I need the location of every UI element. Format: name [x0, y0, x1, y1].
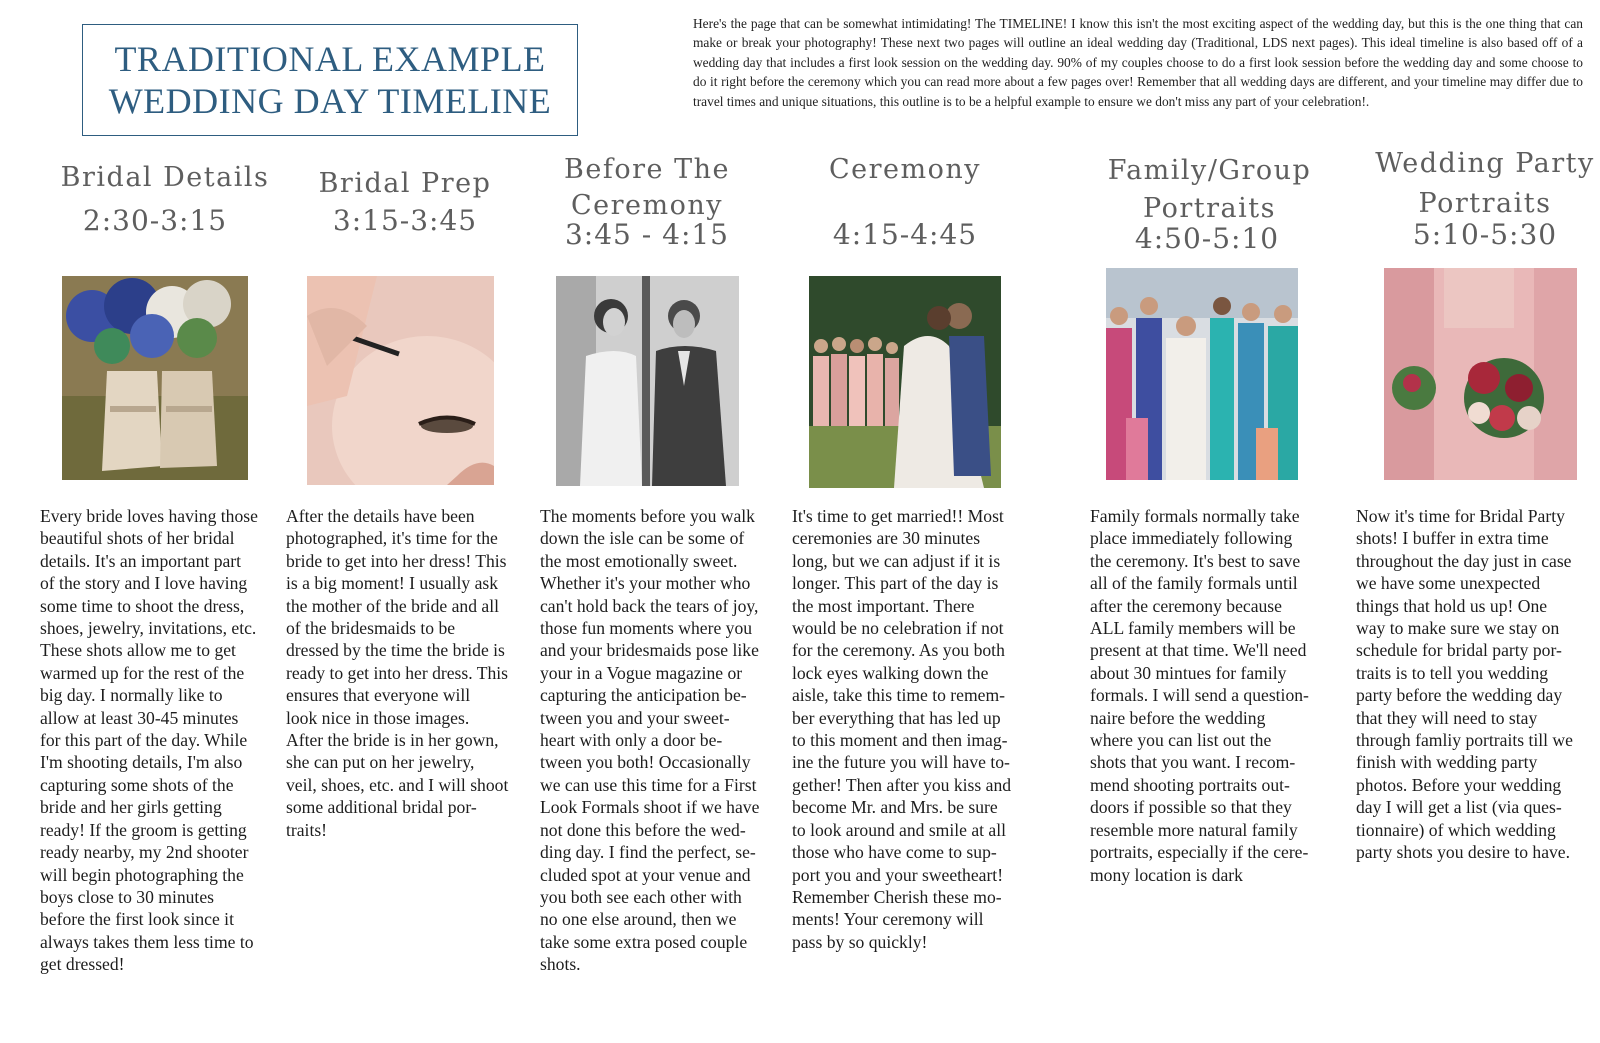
bridal-details-photo [62, 276, 248, 480]
before-ceremony-photo [556, 276, 739, 486]
section-text-family-portraits: Family formals normally take place immediately following the ceremony. It's best to save all of the family formals until after the ceremony because ALL family members will be present at that time. We'll need about 30 mintues for family formals. I will send a question- naire before the wedding where you can list out the shots that you want. I recom- mend shooting portraits out- doors if possible so that they resemble more natural family portraits, especially if the cere- mony location is dark [1090, 506, 1309, 885]
title-line-1: TRADITIONAL EXAMPLE [114, 39, 546, 79]
section-text-ceremony: It's time to get married!! Most ceremonies are 30 minutes long, but we can adjust if it is longer. This part of the day is the most important. There would be no celebration if not for the ceremony. As you both lock eyes walking down the aisle, take this time to remem- ber everything that has led up to this moment and then imag- ine the future you will have to- gether! Then after you kiss and become Mr. and Mrs. be sure to look around and smile at all those who have come to sup- port you and your sweetheart! Remember Cherish these mo- ments! Your ceremony will pass by so quickly! [792, 506, 1012, 952]
section-heading-wedding-party: Wedding Party Portraits [1375, 148, 1595, 219]
section-heading-bridal-prep: Bridal Prep [318, 168, 492, 199]
section-time-bridal-details: 2:30-3:15 [82, 204, 228, 237]
wedding-party-photo [1384, 268, 1577, 480]
family-portraits-photo [1106, 268, 1298, 480]
section-time-before-ceremony: 3:45 - 4:15 [564, 218, 729, 251]
section-time-bridal-prep: 3:15-3:45 [332, 204, 478, 237]
section-text-before-ceremony: The moments before you walk down the isle can be some of the most emotionally sweet. Whether it's your mother who can't hold back the tears of joy, those fun moments where you and your bridesmaids pose like your in a Vogue magazine or capturing the anticipation be- tween you and your sweet- heart with only a door be- tween you both! Occasionally we can use this time for a First Look Formals shoot if we have not done this before the wed- ding day. I find the perfect, se- cluded spot at your venue and you both see each other with no one else around, then we take some extra posed couple shots. [540, 506, 760, 975]
section-time-ceremony: 4:15-4:45 [832, 218, 978, 251]
section-heading-ceremony: Ceremony [828, 154, 982, 185]
title-box [82, 24, 578, 136]
section-heading-bridal-details: Bridal Details [60, 162, 270, 193]
section-time-wedding-party: 5:10-5:30 [1412, 218, 1558, 251]
section-time-family-portraits: 4:50-5:10 [1134, 222, 1280, 255]
section-heading-family-portraits: Family/Group Portraits [1107, 155, 1312, 224]
title-line-2: WEDDING DAY TIMELINE [108, 81, 552, 121]
bridal-prep-photo [307, 276, 494, 485]
ceremony-photo [809, 276, 1001, 488]
section-text-bridal-details: Every bride loves having those beautiful shots of her bridal details. It's an important part of the story and I love having some time to shoot the dress, shoes, jewelry, invitations, etc. These shots allow me to get warmed up for the rest of the big day. I normally like to allow at least 30-45 minutes for this part of the day. While I'm shooting details, I'm also capturing some shots of the bride and her girls getting ready! If the groom is getting ready nearby, my 2nd shooter will begin photographing the boys close to 30 minutes before the first look since it always takes them less time to get dressed! [40, 506, 258, 975]
section-heading-before-ceremony: Before The Ceremony [564, 154, 730, 221]
section-text-bridal-prep: After the details have been photographed, it's time for the bride to get into her dress! This is a big moment! I usually ask the mother of the bride and all of the bridesmaids to be dressed by the time the bride is ready to get into her dress. This ensures that everyone will look nice in those images. After the bride is in her gown, she can put on her jewelry, veil, shoes, etc. and I will shoot some additional bridal por- traits! [286, 506, 509, 840]
intro-paragraph: Here's the page that can be somewhat intimidating! The TIMELINE! I know this isn't the most exciting aspect of the wedding day, but this is the one thing that can make or break your photography! These next two pages will outline an ideal wedding day (Traditional, LDS next pages). This ideal timeline is also based off of a wedding day that includes a first look session on the wedding day. 90% of my couples choose to do a first look session before the wedding day and some choose to do it right before the ceremony which you can read more about a few pages over! Remember that all wedding days are different, and your timeline may differ due to travel times and unique situations, this outline is to be a helpful example to ensure we don't miss any part of your celebration!. [693, 16, 1583, 109]
section-text-wedding-party: Now it's time for Bridal Party shots! I buffer in extra time throughout the day just in case we have some unexpected things that hold us up! One way to make sure we stay on schedule for bridal party por- traits is to tell you wedding party before the wedding day that they will need to stay through famliy portraits till we finish with wedding party photos. Before your wedding day I will get a list (via ques- tionnaire) of which wedding party shots you desire to have. [1356, 506, 1573, 863]
